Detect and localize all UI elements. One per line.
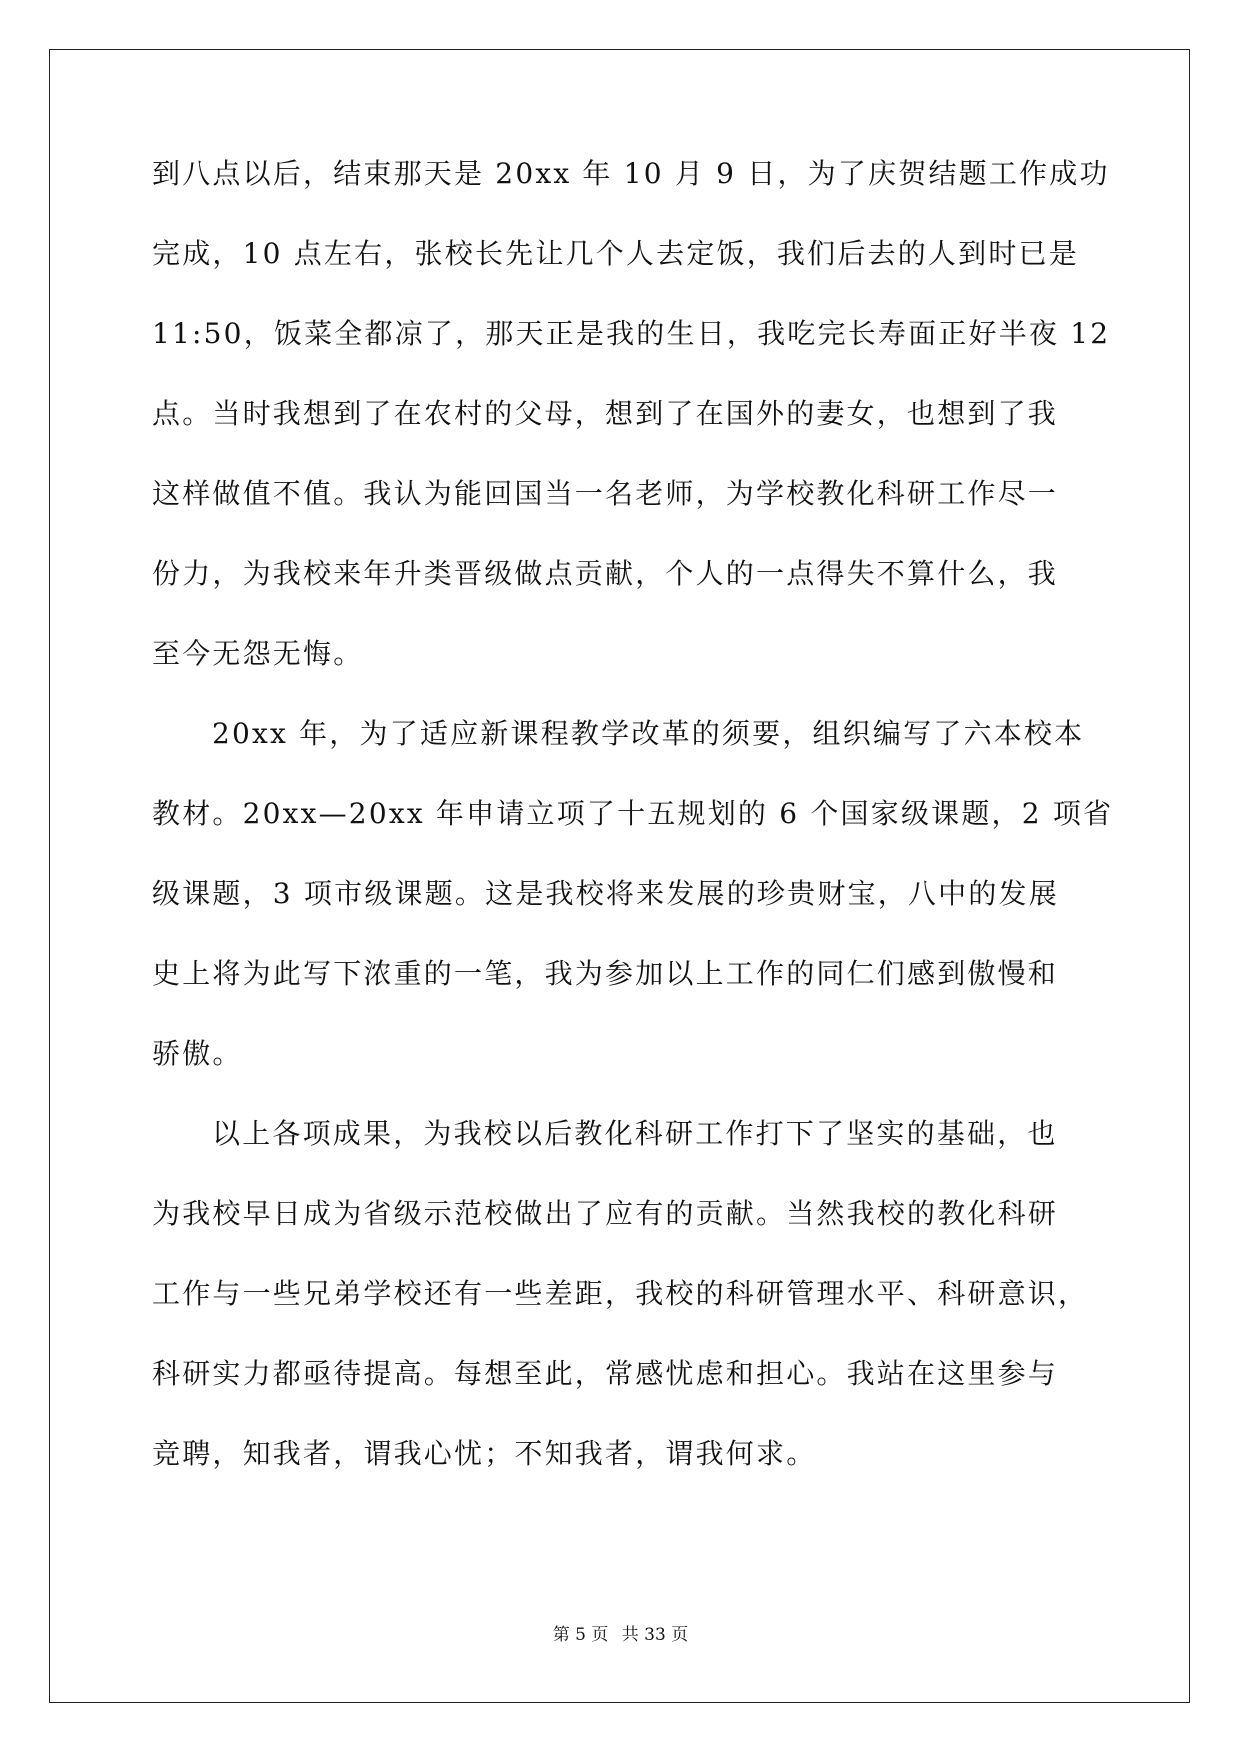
paragraph-1: [152, 154, 1111, 674]
text-line: 工作与一些兄弟学校还有一些差距，我校的科研管理水平、科研意识，: [152, 1277, 1089, 1310]
text-line: 份力，为我校来年升类晋级做点贡献，个人的一点得失不算什么，我: [152, 557, 1059, 590]
page-number: 第 5 页: [552, 1625, 609, 1645]
paragraph-2: [152, 714, 1114, 1074]
text-line: 这样做值不值。我认为能回国当一名老师，为学校教化科研工作尽一: [152, 477, 1059, 510]
text-line: 为我校早日成为省级示范校做出了应有的贡献。当然我校的教化科研: [152, 1197, 1059, 1230]
text-line: 骄傲。: [152, 1037, 243, 1070]
text-line: 到八点以后，结束那天是 20xx 年 10 月 9 日，为了庆贺结题工作成功: [152, 157, 1110, 190]
text-line: 科研实力都亟待提高。每想至此，常感忧虑和担心。我站在这里参与: [152, 1357, 1059, 1390]
page-footer: [0, 1623, 1241, 1647]
text-line: 级课题，3 项市级课题。这是我校将来发展的珍贵财宝，八中的发展: [152, 877, 1059, 910]
text-line: 教材。20xx—20xx 年申请立项了十五规划的 6 个国家级课题，2 项省: [152, 797, 1114, 830]
document-body: [152, 154, 1114, 1514]
text-line: 竞聘，知我者，谓我心忧；不知我者，谓我何求。: [152, 1437, 817, 1470]
text-line: 点。当时我想到了在农村的父母，想到了在国外的妻女，也想到了我: [152, 397, 1059, 430]
text-line: 完成，10 点左右，张校长先让几个人去定饭，我们后去的人到时已是: [152, 237, 1079, 270]
page-total: 共 33 页: [621, 1625, 689, 1645]
text-line: 11:50，饭菜全都凉了，那天正是我的生日，我吃完长寿面正好半夜 12: [152, 317, 1111, 350]
text-line: 以上各项成果，为我校以后教化科研工作打下了坚实的基础，也: [212, 1117, 1058, 1150]
text-line: 史上将为此写下浓重的一笔，我为参加以上工作的同仁们感到傲慢和: [152, 957, 1059, 990]
paragraph-3: [152, 1114, 1092, 1474]
text-line: 至今无怨无悔。: [152, 637, 364, 670]
text-line: 20xx 年，为了适应新课程教学改革的须要，组织编写了六本校本: [212, 717, 1085, 750]
